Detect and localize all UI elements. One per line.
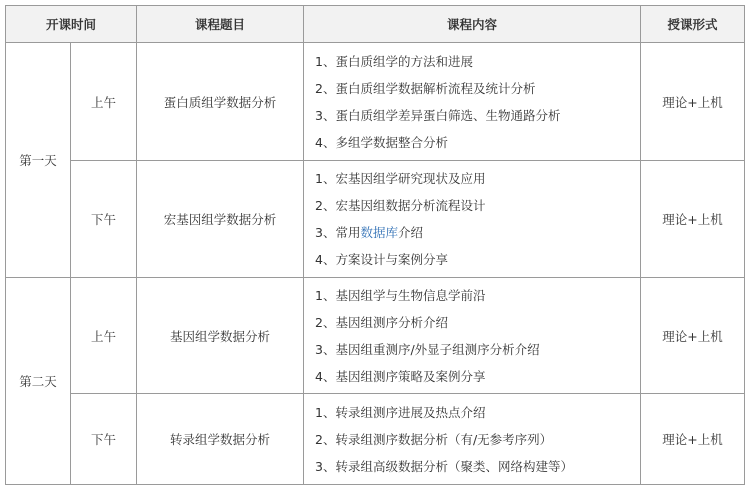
table-row: [6, 394, 745, 485]
period-label: 上午: [71, 43, 137, 161]
table-row: [6, 161, 745, 278]
course-format: 理论+上机: [641, 43, 745, 161]
day-label: 第二天: [6, 278, 71, 485]
content-item: 1、转录组测序进展及热点介绍: [315, 404, 486, 420]
header-row: [6, 6, 745, 43]
header-time: 开课时间: [6, 6, 137, 43]
content-item: 1、基因组学与生物信息学前沿: [315, 287, 486, 303]
course-content: [304, 394, 641, 485]
database-link[interactable]: 数据库: [360, 225, 398, 240]
content-item: [315, 219, 640, 246]
header-format: 授课形式: [641, 6, 745, 43]
content-item: 1、宏基因组学研究现状及应用: [315, 171, 486, 186]
course-content: [304, 43, 641, 161]
content-item: 4、多组学数据整合分析: [315, 134, 448, 150]
content-item: 2、转录组测序数据分析（有/无参考序列）: [315, 431, 553, 447]
content-item: 2、基因组测序分析介绍: [315, 314, 448, 330]
course-title: 转录组学数据分析: [137, 394, 304, 485]
content-item: 1、蛋白质组学的方法和进展: [315, 53, 473, 69]
content-item-prefix: 3、常用: [315, 225, 361, 240]
course-schedule-table: [5, 5, 745, 485]
table-row: [6, 43, 745, 161]
header-content: 课程内容: [304, 6, 641, 43]
header-title: 课程题目: [137, 6, 304, 43]
content-item: 4、方案设计与案例分享: [315, 252, 448, 267]
content-item: 3、转录组高级数据分析（聚类、网络构建等）: [315, 458, 573, 474]
period-label: 上午: [71, 278, 137, 394]
period-label: 下午: [71, 161, 137, 278]
content-item: 4、基因组测序策略及案例分享: [315, 368, 486, 384]
course-format: 理论+上机: [641, 161, 745, 278]
course-format: 理论+上机: [641, 278, 745, 394]
content-item: 2、宏基因组数据分析流程设计: [315, 198, 486, 213]
content-item: 3、基因组重测序/外显子组测序分析介绍: [315, 341, 540, 357]
course-title: 蛋白质组学数据分析: [137, 43, 304, 161]
course-title: 基因组学数据分析: [137, 278, 304, 394]
course-format: 理论+上机: [641, 394, 745, 485]
day-label: 第一天: [6, 43, 71, 278]
content-item: 2、蛋白质组学数据解析流程及统计分析: [315, 80, 536, 96]
table-row: [6, 278, 745, 394]
period-label: 下午: [71, 394, 137, 485]
content-item: 3、蛋白质组学差异蛋白筛选、生物通路分析: [315, 107, 561, 123]
content-item-suffix: 介绍: [397, 225, 423, 240]
course-content: [304, 278, 641, 394]
course-content: [304, 161, 641, 278]
course-title: 宏基因组学数据分析: [137, 161, 304, 278]
